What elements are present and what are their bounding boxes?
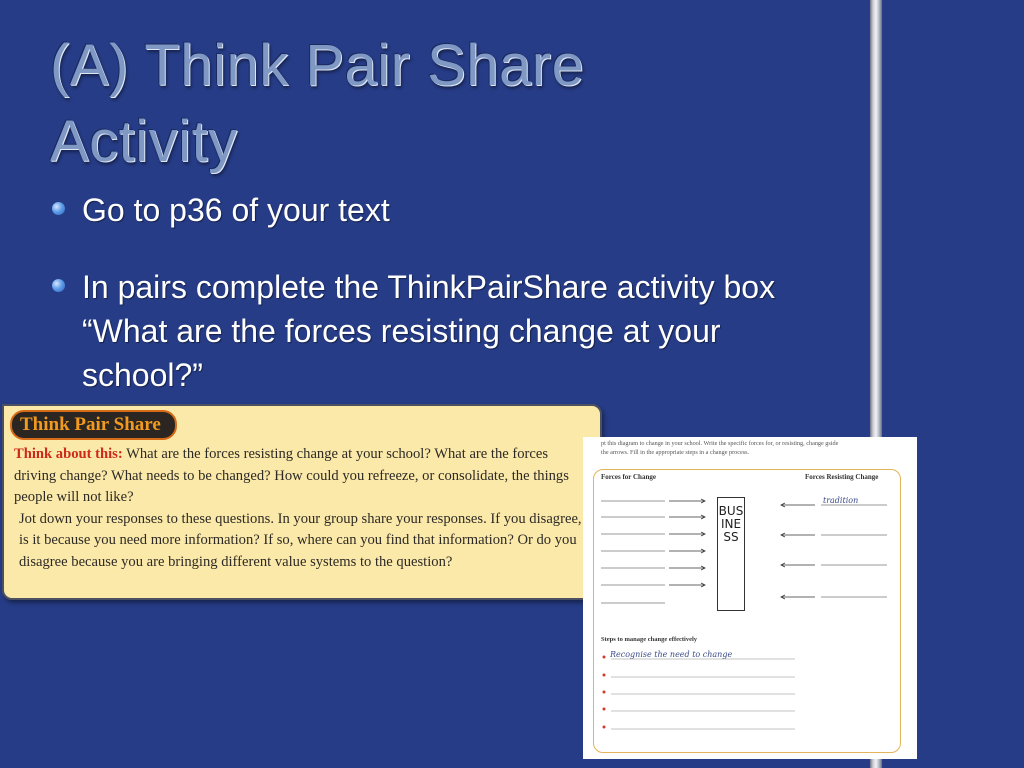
title-line-1: (A) Think Pair Share bbox=[50, 33, 585, 98]
business-box bbox=[717, 497, 745, 611]
think-pair-share-box bbox=[2, 404, 602, 600]
bullet-dot-icon bbox=[52, 202, 65, 215]
bullet-text: Go to p36 of your text bbox=[82, 192, 390, 228]
handwritten-force: tradition bbox=[823, 496, 859, 505]
worksheet-instructions: pt this diagram to change in your school. Write the specific forces for, or resisting, change gside the arrows. Fill in the appropriate steps in a change process. bbox=[601, 440, 839, 456]
title-line-2: Activity bbox=[50, 109, 238, 174]
bullet-text: In pairs complete the ThinkPairShare activity box “What are the forces resisting change at your school?” bbox=[82, 269, 776, 393]
bullet-item bbox=[48, 265, 838, 397]
tps-questions: What are the forces resisting change at your school? What are the forces driving change? What needs to be changed? How could you refreeze, or consolidate, the things people will not like? bbox=[14, 446, 569, 505]
think-pair-share-badge: Think Pair Share bbox=[10, 410, 177, 440]
tps-paragraph-1 bbox=[14, 444, 592, 509]
tps-lead: Think about this: bbox=[14, 446, 123, 462]
force-field-arrows bbox=[583, 437, 917, 759]
steps-heading: Steps to manage change effectively bbox=[601, 636, 698, 643]
bullet-list bbox=[48, 188, 838, 430]
forces-resisting-heading: Forces Resisting Change bbox=[805, 473, 879, 481]
slide-title bbox=[50, 28, 850, 180]
think-pair-share-text bbox=[14, 444, 592, 573]
bullet-item bbox=[48, 188, 838, 232]
business-label: BUSINESS bbox=[718, 504, 744, 544]
forces-for-heading: Forces for Change bbox=[601, 473, 656, 481]
handwritten-step: Recognise the need to change bbox=[610, 650, 733, 659]
worksheet-image bbox=[583, 437, 917, 759]
bullet-dot-icon bbox=[52, 279, 65, 292]
tps-paragraph-2: Jot down your responses to these questions. In your group share your responses. If you disagree, is it because you need more information? If so, where can you find that information? Or do you disagree because you are bringing different value systems to the question? bbox=[19, 510, 582, 570]
